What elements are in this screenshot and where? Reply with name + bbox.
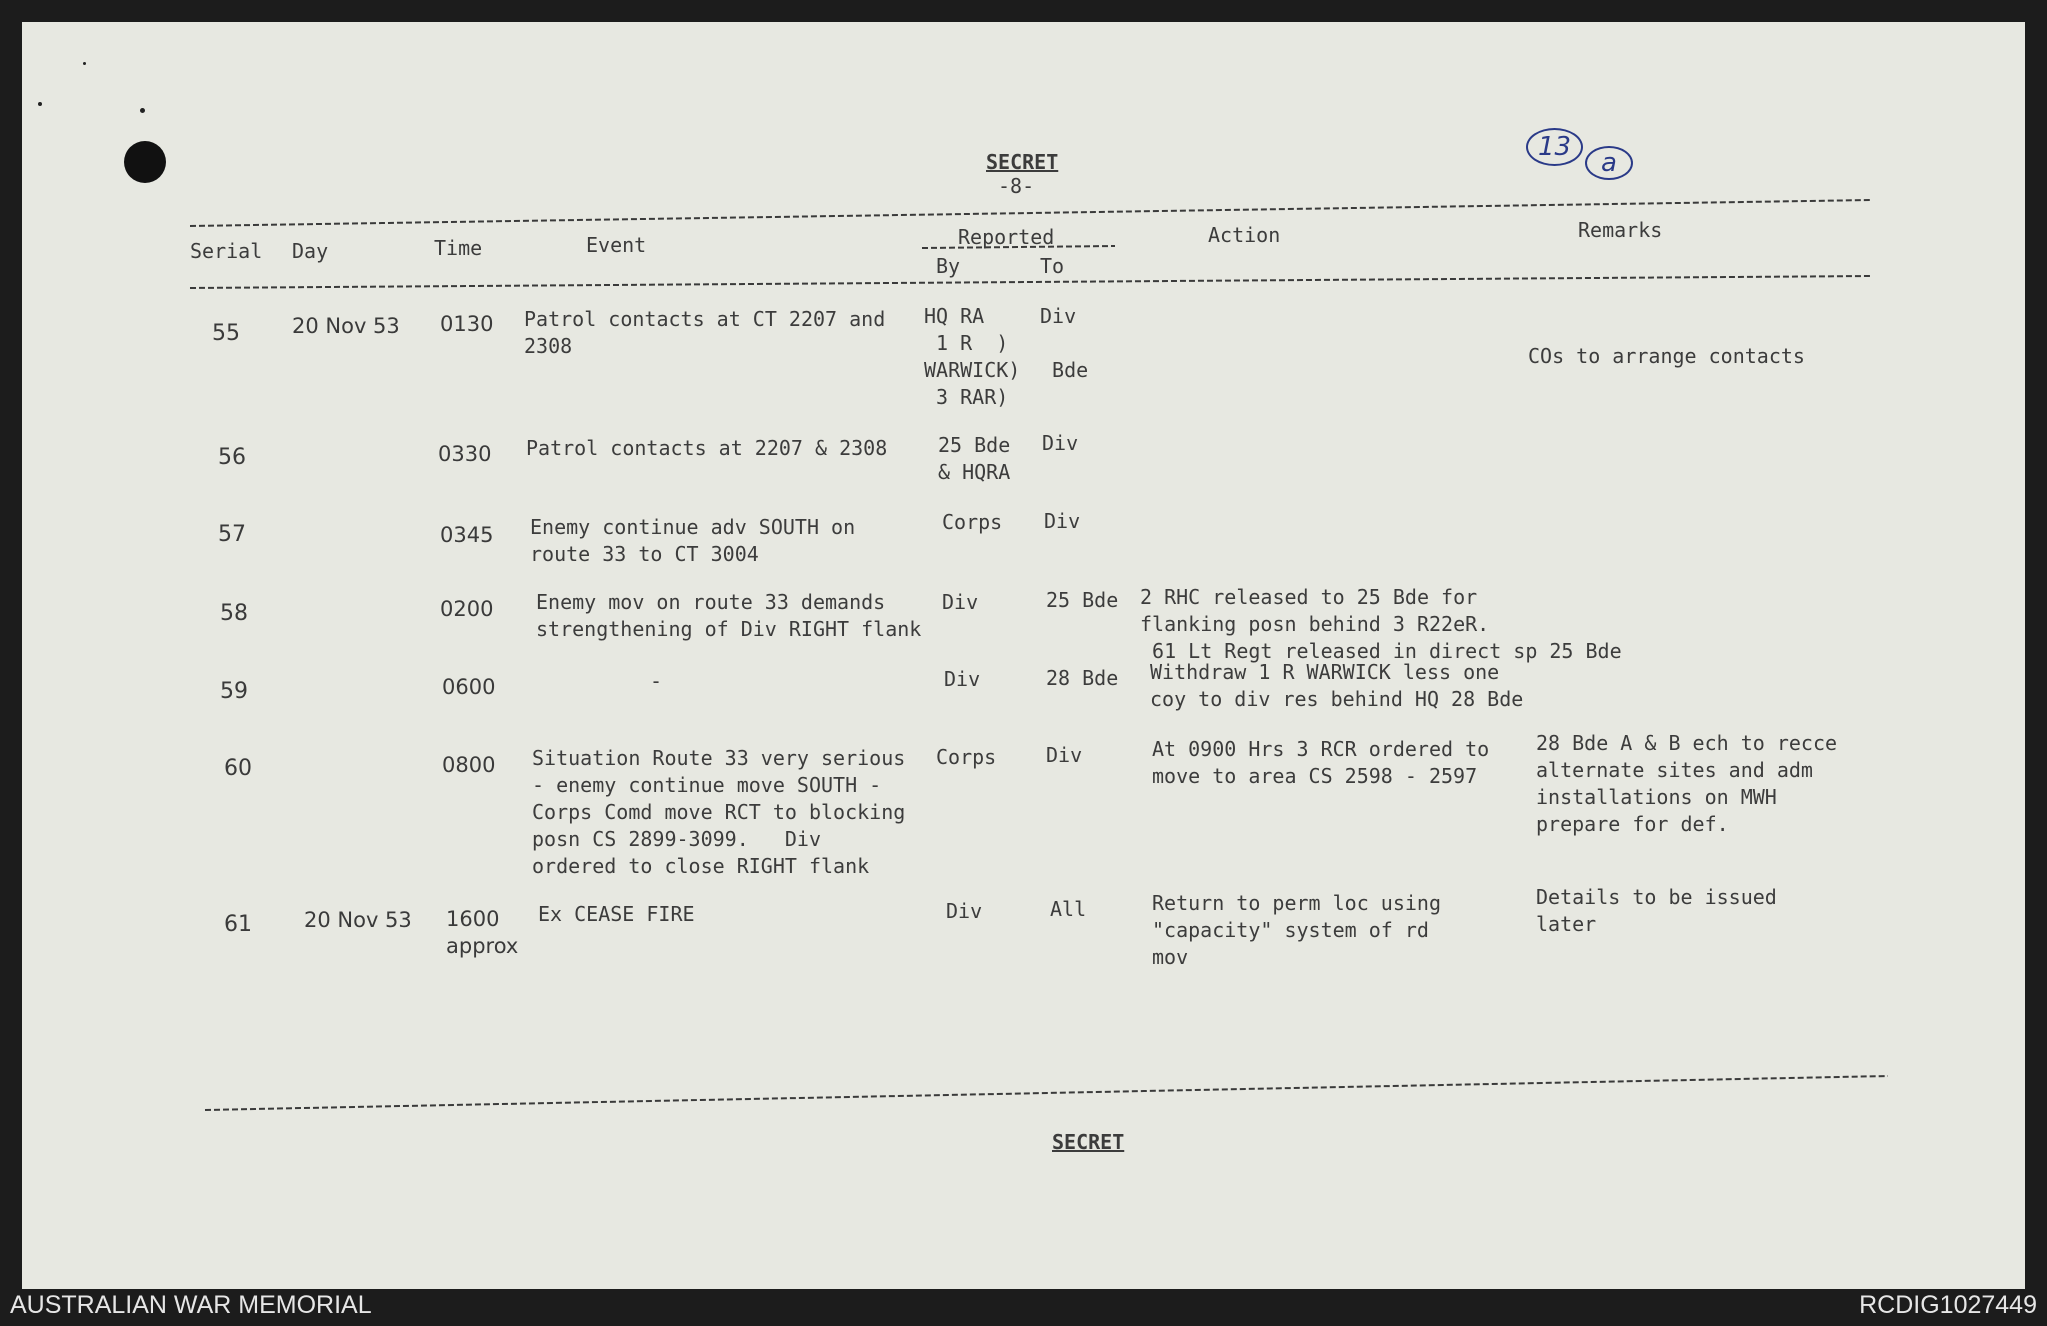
classification-footer: SECRET — [1052, 1130, 1125, 1154]
row-55-serial: 55 — [212, 321, 240, 346]
row-60-reported-to: Div — [1046, 743, 1083, 767]
row-60-time: 0800 — [442, 753, 496, 777]
row-60-reported-by: Corps — [936, 745, 997, 769]
row-58-reported-to: 25 Bde — [1046, 588, 1119, 612]
row-61-event: Ex CEASE FIRE — [538, 902, 695, 926]
archive-name: AUSTRALIAN WAR MEMORIAL — [10, 1291, 372, 1319]
column-header-to: To — [1040, 254, 1065, 278]
row-55-reported-by: HQ RA 1 R ) WARWICK) 3 RAR) — [924, 304, 1021, 409]
row-55-event: Patrol contacts at CT 2207 and 2308 — [524, 307, 886, 358]
row-59-event: - — [650, 669, 663, 693]
row-58-reported-by: Div — [942, 590, 979, 614]
row-56-reported-to: Div — [1042, 431, 1079, 455]
row-59-reported-by: Div — [944, 667, 981, 691]
row-60-event: Situation Route 33 very serious - enemy continue move SOUTH - Corps Comd move RCT to blocking posn CS 2899-3099. Div ordered to close RIGHT flank — [532, 746, 906, 878]
row-60-serial: 60 — [224, 756, 252, 781]
row-61-remarks: Details to be issued later — [1536, 885, 1777, 936]
row-60-action: At 0900 Hrs 3 RCR ordered to move to area CS 2598 - 2597 — [1152, 737, 1490, 788]
row-59-serial: 59 — [220, 679, 248, 704]
row-55-day: 20 Nov 53 — [292, 314, 400, 338]
row-57-event: Enemy continue adv SOUTH on route 33 to CT 3004 — [530, 515, 856, 566]
column-header-reported: Reported — [958, 225, 1055, 249]
row-60-remarks: 28 Bde A & B ech to recce alternate sites and adm installations on MWH prepare for def. — [1536, 731, 1838, 836]
row-59-time: 0600 — [442, 675, 496, 699]
row-61-reported-by: Div — [946, 899, 983, 923]
row-58-serial: 58 — [220, 601, 248, 626]
row-56-reported-by: 25 Bde & HQRA — [938, 433, 1011, 484]
column-header-by: By — [936, 254, 961, 278]
archive-id: RCDIG1027449 — [1859, 1291, 2037, 1319]
page-number: -8- — [998, 174, 1035, 198]
column-header-day: Day — [292, 239, 329, 263]
row-55-time: 0130 — [440, 312, 494, 336]
column-header-event: Event — [586, 233, 647, 257]
row-58-time: 0200 — [440, 597, 494, 621]
row-56-serial: 56 — [218, 445, 246, 470]
classification-header: SECRET — [986, 150, 1059, 174]
column-header-time: Time — [434, 236, 483, 260]
row-56-event: Patrol contacts at 2207 & 2308 — [526, 436, 888, 460]
row-56-time: 0330 — [438, 442, 492, 466]
row-57-reported-to: Div — [1044, 509, 1081, 533]
archive-footer-band — [0, 1289, 2047, 1326]
row-61-action: Return to perm loc using "capacity" system of rd mov — [1152, 891, 1441, 969]
handwritten-mark-letter: a — [1585, 146, 1633, 180]
column-header-remarks: Remarks — [1578, 218, 1663, 242]
row-61-reported-to: All — [1050, 897, 1087, 921]
row-58-action: 2 RHC released to 25 Bde for flanking posn behind 3 R22eR. 61 Lt Regt released in direct sp 25 Bde — [1140, 585, 1622, 663]
row-59-reported-to: 28 Bde — [1046, 666, 1119, 690]
row-57-reported-by: Corps — [942, 510, 1003, 534]
row-61-time: 1600 approx — [446, 907, 519, 958]
row-57-time: 0345 — [440, 523, 494, 547]
row-55-reported-to: Div Bde — [1040, 304, 1089, 382]
row-61-serial: 61 — [224, 912, 252, 937]
row-55-remarks: COs to arrange contacts — [1528, 344, 1805, 368]
row-61-day: 20 Nov 53 — [304, 908, 412, 932]
handwritten-mark-folio: 13 — [1526, 128, 1583, 166]
row-59-action: Withdraw 1 R WARWICK less one coy to div res behind HQ 28 Bde — [1150, 660, 1524, 711]
row-57-serial: 57 — [218, 522, 246, 547]
row-58-event: Enemy mov on route 33 demands strengthening of Div RIGHT flank — [536, 590, 922, 641]
column-header-serial: Serial — [190, 239, 263, 263]
column-header-action: Action — [1208, 223, 1281, 247]
